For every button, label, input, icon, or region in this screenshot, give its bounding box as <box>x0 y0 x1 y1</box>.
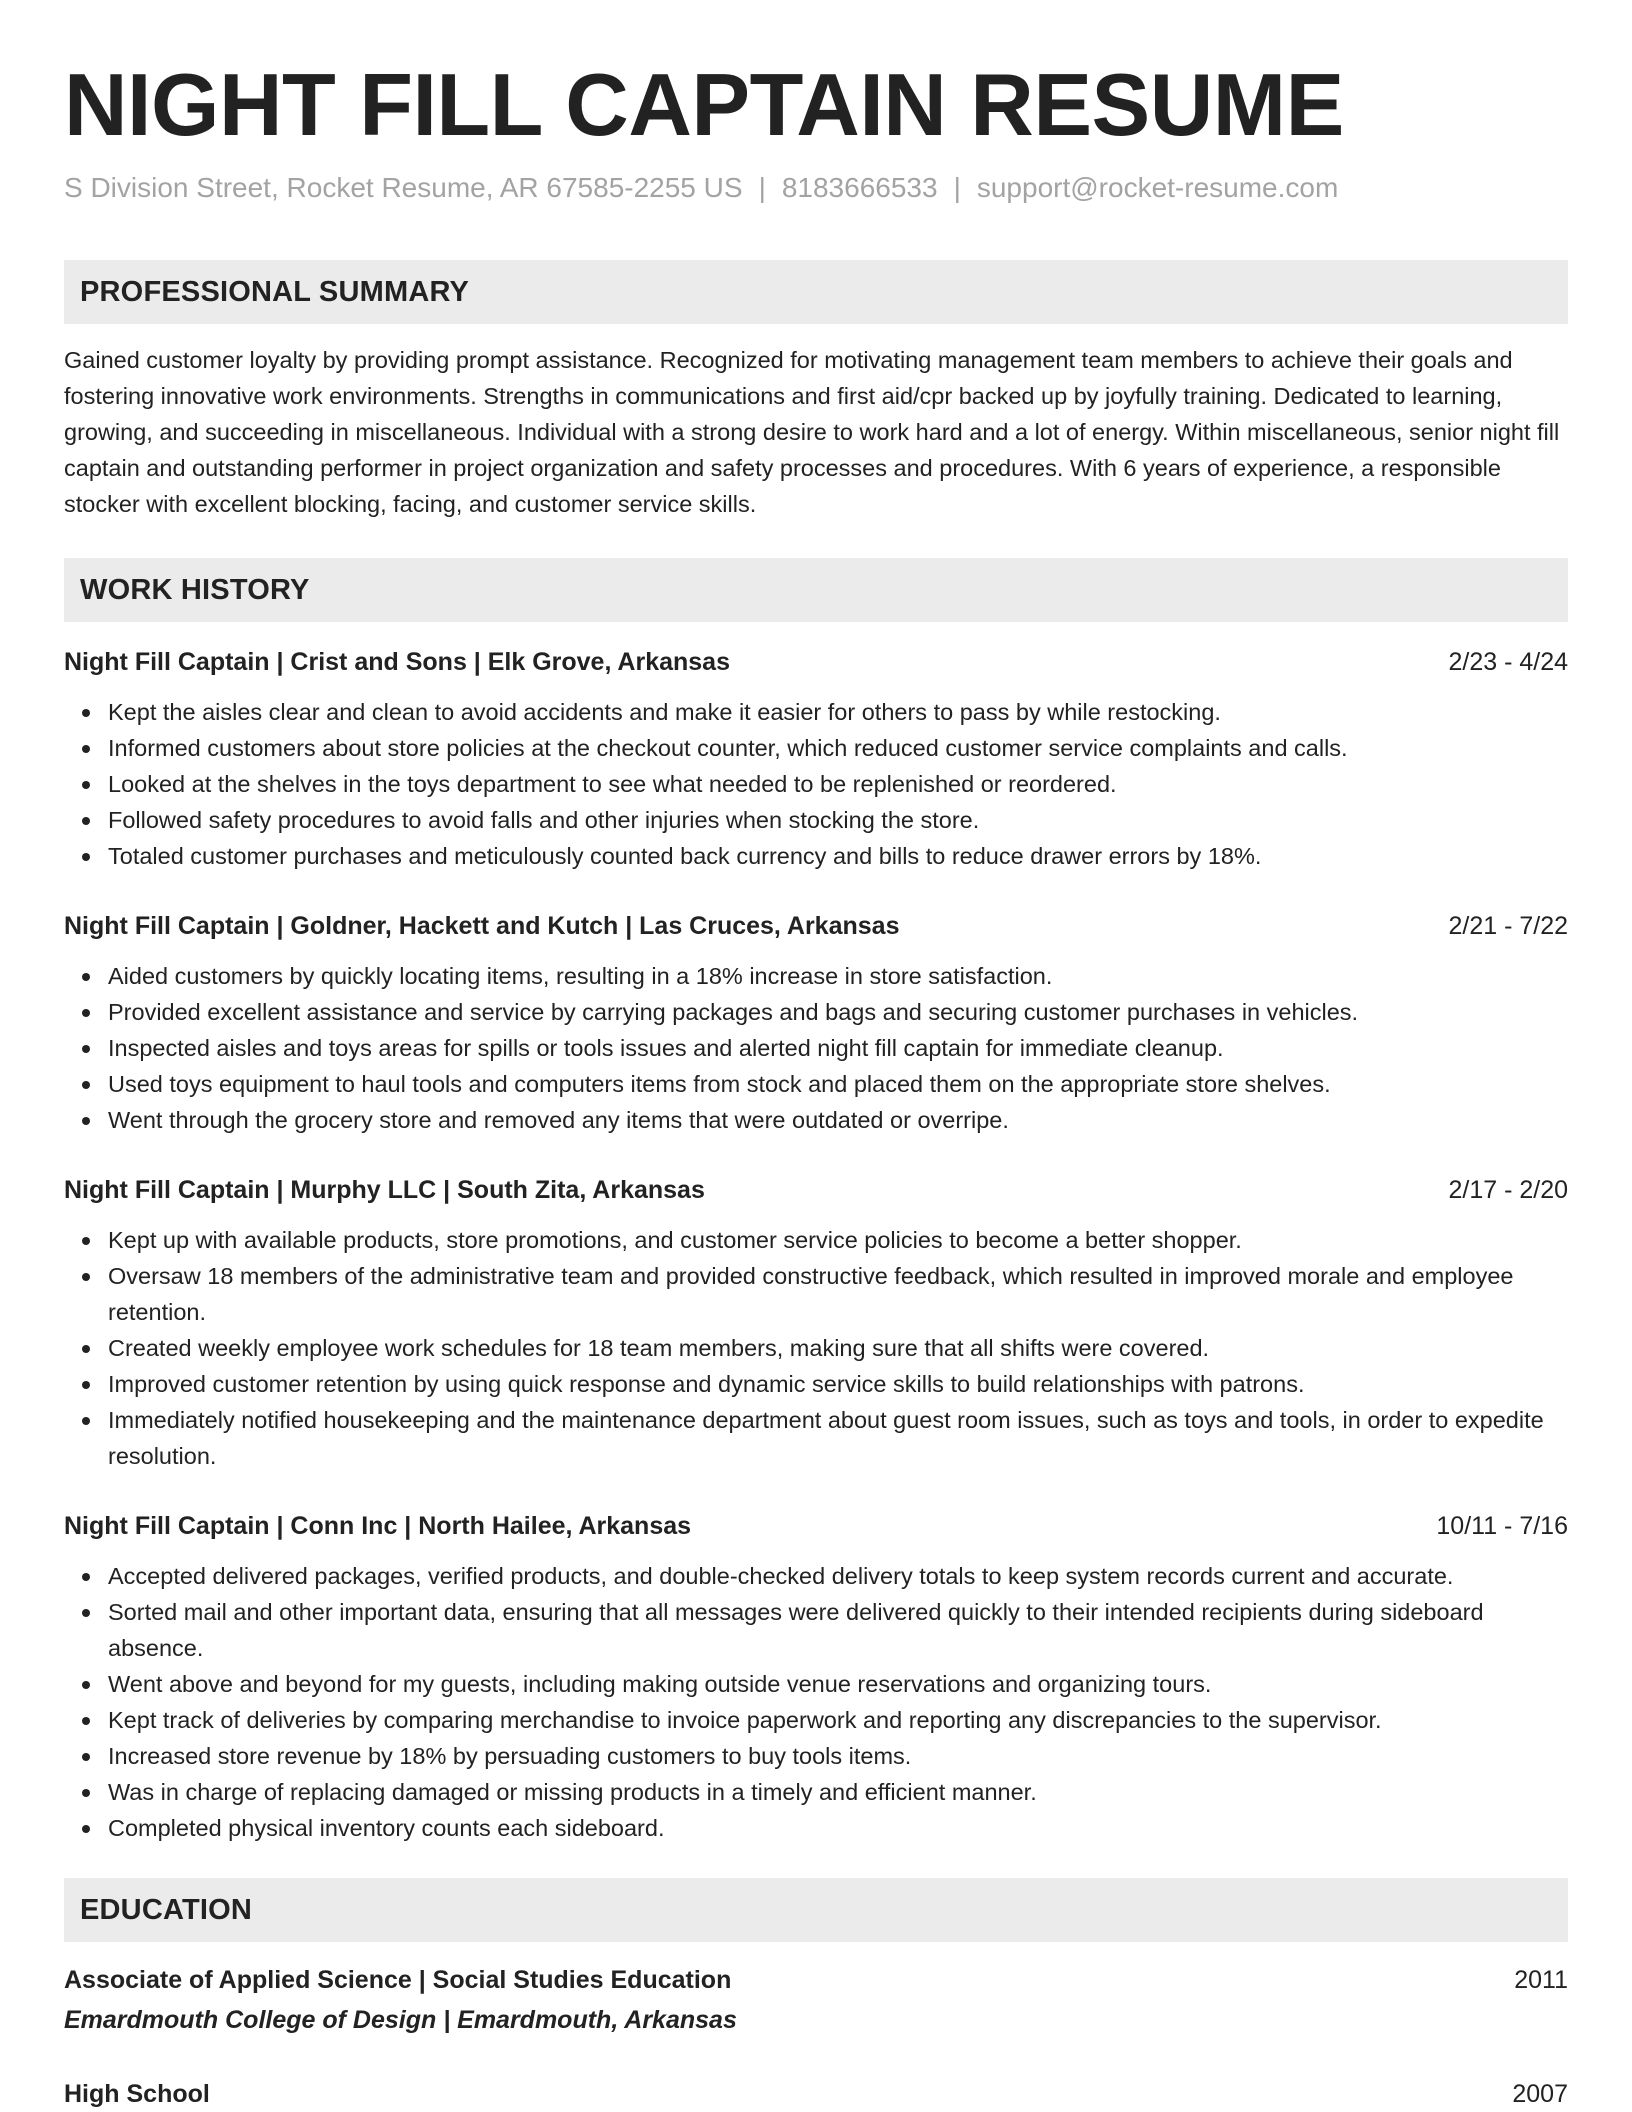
job-bullet-list <box>64 1222 1568 1474</box>
job-bullet: Went above and beyond for my guests, including making outside venue reservations and organizing tours. <box>108 1666 1568 1702</box>
job-bullet: Oversaw 18 members of the administrative team and provided constructive feedback, which resulted in improved morale and employee retention. <box>108 1258 1568 1330</box>
job-bullet: Improved customer retention by using quick response and dynamic service skills to build relationships with patrons. <box>108 1366 1568 1402</box>
education-school: Emardmouth College of Design | Emardmouth, Arkansas <box>64 2006 737 2034</box>
job-entry <box>64 908 1568 1138</box>
education-entry <box>64 1962 1568 2038</box>
job-bullet: Looked at the shelves in the toys department to see what needed to be replenished or reordered. <box>108 766 1568 802</box>
job-bullet-list <box>64 1558 1568 1846</box>
job-bullet: Used toys equipment to haul tools and computers items from stock and placed them on the appropriate store shelves. <box>108 1066 1568 1102</box>
contact-email: support@rocket-resume.com <box>976 172 1339 203</box>
job-header <box>64 1508 1568 1544</box>
job-dates: 2/23 - 4/24 <box>1448 648 1568 676</box>
education-degree: High School <box>64 2080 210 2108</box>
job-bullet-list <box>64 958 1568 1138</box>
job-bullet: Immediately notified housekeeping and the maintenance department about guest room issues, such as toys and tools, in order to expedite resolution. <box>108 1402 1568 1474</box>
contact-phone: 8183666533 <box>781 172 938 203</box>
job-bullet: Went through the grocery store and removed any items that were outdated or overripe. <box>108 1102 1568 1138</box>
contact-address: S Division Street, Rocket Resume, AR 67585-2255 US <box>64 172 743 203</box>
job-bullet: Accepted delivered packages, verified products, and double-checked delivery totals to keep system records current and accurate. <box>108 1558 1568 1594</box>
job-bullet: Completed physical inventory counts each sideboard. <box>108 1810 1568 1846</box>
job-title: Night Fill Captain | Conn Inc | North Hailee, Arkansas <box>64 1512 692 1540</box>
job-bullet: Aided customers by quickly locating items, resulting in a 18% increase in store satisfaction. <box>108 958 1568 994</box>
job-bullet: Informed customers about store policies at the checkout counter, which reduced customer service complaints and calls. <box>108 730 1568 766</box>
education-year: 2011 <box>1514 1966 1568 1994</box>
job-bullet: Totaled customer purchases and meticulously counted back currency and bills to reduce drawer errors by 18%. <box>108 838 1568 874</box>
education-header <box>64 2076 1568 2112</box>
job-bullet: Provided excellent assistance and service by carrying packages and bags and securing customer purchases in vehicles. <box>108 994 1568 1030</box>
job-entry <box>64 644 1568 874</box>
section-heading-summary: PROFESSIONAL SUMMARY <box>64 260 1568 324</box>
education-year: 2007 <box>1512 2080 1568 2108</box>
education-degree: Associate of Applied Science | Social Studies Education <box>64 1966 732 1994</box>
resume-title: NIGHT FILL CAPTAIN RESUME <box>64 55 1344 154</box>
job-bullet-list <box>64 694 1568 874</box>
job-bullet: Sorted mail and other important data, ensuring that all messages were delivered quickly to their intended recipients during sideboard absence. <box>108 1594 1568 1666</box>
contact-separator: | <box>758 172 766 203</box>
job-header <box>64 1172 1568 1208</box>
job-bullet: Kept the aisles clear and clean to avoid accidents and make it easier for others to pass by while restocking. <box>108 694 1568 730</box>
job-entry <box>64 1172 1568 1474</box>
summary-paragraph: Gained customer loyalty by providing prompt assistance. Recognized for motivating management team members to achieve their goals and fostering innovative work environments. Strengths in communications and first aid/cpr backed up by joyfully training. Dedicated to learning, growing, and succeeding in miscellaneous. Individual with a strong desire to work hard and a lot of energy. Within miscellaneous, senior night fill captain and outstanding performer in project organization and safety processes and procedures. With 6 years of experience, a responsible stocker with excellent blocking, facing, and customer service skills. <box>64 347 1560 517</box>
contact-line <box>64 168 1568 208</box>
job-title: Night Fill Captain | Goldner, Hackett and Kutch | Las Cruces, Arkansas <box>64 912 900 940</box>
job-bullet: Followed safety procedures to avoid falls and other injuries when stocking the store. <box>108 802 1568 838</box>
job-header <box>64 908 1568 944</box>
job-header <box>64 644 1568 680</box>
job-bullet: Inspected aisles and toys areas for spills or tools issues and alerted night fill captain for immediate cleanup. <box>108 1030 1568 1066</box>
job-bullet: Created weekly employee work schedules for 18 team members, making sure that all shifts were covered. <box>108 1330 1568 1366</box>
contact-separator: | <box>953 172 961 203</box>
section-heading-work-history: WORK HISTORY <box>64 558 1568 622</box>
job-bullet: Kept up with available products, store promotions, and customer service policies to become a better shopper. <box>108 1222 1568 1258</box>
job-bullet: Kept track of deliveries by comparing merchandise to invoice paperwork and reporting any discrepancies to the supervisor. <box>108 1702 1568 1738</box>
job-bullet: Increased store revenue by 18% by persuading customers to buy tools items. <box>108 1738 1568 1774</box>
section-heading-education: EDUCATION <box>64 1878 1568 1942</box>
job-dates: 2/21 - 7/22 <box>1448 912 1568 940</box>
education-header <box>64 1962 1568 1998</box>
job-title: Night Fill Captain | Crist and Sons | Elk Grove, Arkansas <box>64 648 730 676</box>
job-entry <box>64 1508 1568 1846</box>
job-dates: 10/11 - 7/16 <box>1436 1512 1568 1540</box>
job-bullet: Was in charge of replacing damaged or missing products in a timely and efficient manner. <box>108 1774 1568 1810</box>
education-entry <box>64 2076 1568 2112</box>
job-title: Night Fill Captain | Murphy LLC | South Zita, Arkansas <box>64 1176 705 1204</box>
job-dates: 2/17 - 2/20 <box>1448 1176 1568 1204</box>
